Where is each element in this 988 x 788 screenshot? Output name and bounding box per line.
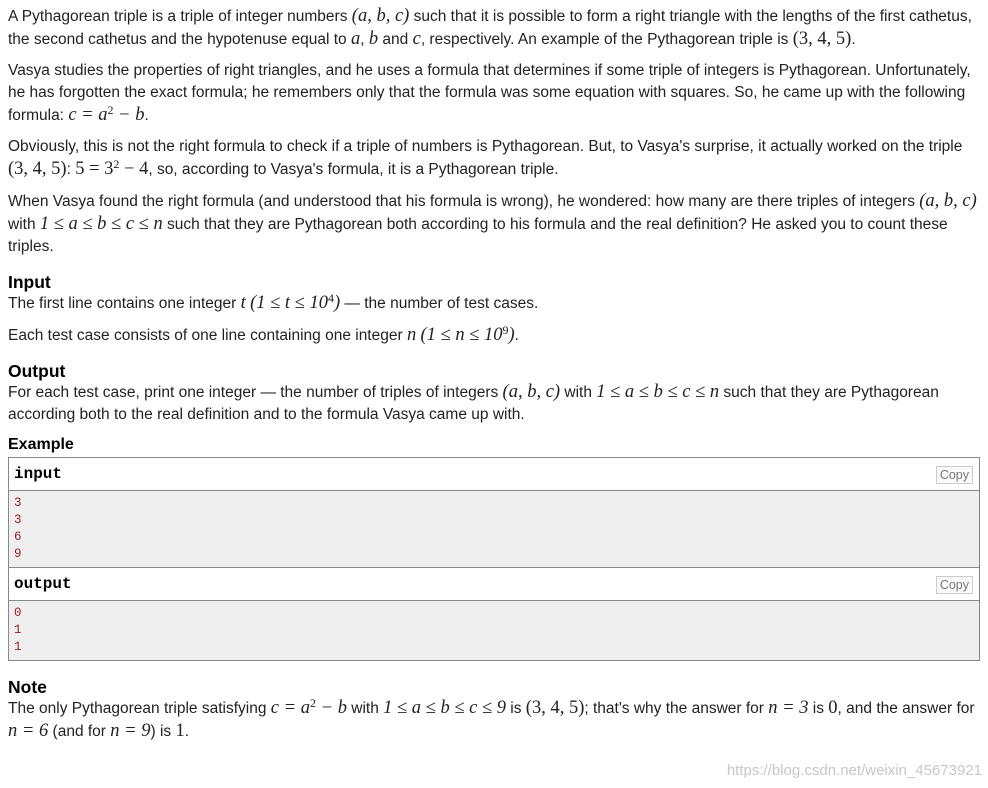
math: (3, 4, 5) — [792, 29, 852, 49]
math: (3, 4, 5) — [8, 159, 67, 179]
math: n — [406, 325, 417, 345]
math: 5 = 3 — [75, 159, 114, 179]
math: (a, b, c) — [351, 6, 410, 26]
input-line: 3 — [14, 496, 22, 510]
output-paragraph: For each test case, print one integer — the number of triples of integers (a, b, c) with 1 ≤ a ≤ b ≤ c ≤ n such that they are Pythagorean according both to the real definition and to the formula Vasya came up with. — [8, 382, 939, 423]
statement-paragraph-4: When Vasya found the right formula (and understood that his formula is wrong), he wondered: how many are there triples of integers (a, b, c) with 1 ≤ a ≤ b ≤ c ≤ n such that they are Pythagorean both according to his formula and the real definition? He asked you to count these triples. — [8, 191, 977, 255]
math: − b — [113, 105, 145, 125]
math: (3, 4, 5) — [525, 698, 585, 718]
note-heading: Note — [8, 677, 47, 697]
input-paragraph-1: The first line contains one integer t $(1 \le t \le 10^4)$ — the number of test cases. — [8, 290, 539, 313]
example-output-content — [9, 601, 979, 660]
math: − 4 — [119, 159, 149, 179]
math: ) — [508, 325, 515, 345]
math: 1 — [175, 721, 185, 741]
note-paragraph: The only Pythagorean triple satisfying $c = a^2 - b$ with 1 ≤ a ≤ b ≤ c ≤ 9 is (3, 4, 5); that's why the answer for n = 3 is 0, and the answer for n = 6 (and for n = 9) is 1. — [8, 695, 975, 741]
math: b — [368, 29, 379, 49]
math: a — [350, 29, 361, 49]
output-line: 1 — [14, 623, 22, 637]
output-line: 1 — [14, 640, 22, 654]
math: n = 3 — [768, 698, 809, 718]
math: ) — [333, 293, 341, 313]
statement-paragraph-2: Vasya studies the properties of right triangles, and he uses a formula that determines if some triple of integers is Pythagorean. Unfortunately, he has forgotten the exact formula; he remembers only that the formula was some equation with squares. So, he came up with the following formula: $c = a^2 - b$. — [8, 62, 971, 125]
input-paragraph-2: Each test case consists of one line containing one integer n $(1 \le n \le 10^9)$. — [8, 322, 519, 345]
output-line: 0 — [14, 606, 22, 620]
math: − b — [315, 698, 347, 718]
statement-paragraph-3: Obviously, this is not the right formula to check if a triple of numbers is Pythagorean. But, to Vasya's surprise, it actually worked on the triple (3, 4, 5): $5 = 3^2 - 4$, so, according to Vasya's formula, it is a Pythagorean triple. — [8, 138, 963, 179]
math: (a, b, c) — [919, 191, 977, 211]
math: n = 9 — [110, 721, 151, 741]
watermark: https://blog.csdn.net/weixin_45673921 — [726, 762, 982, 779]
math: (1 ≤ t ≤ 10 — [250, 293, 328, 313]
math: c = a — [68, 105, 108, 125]
math: n = 6 — [8, 721, 49, 741]
example-output-header — [9, 568, 979, 601]
math: (a, b, c) — [502, 382, 561, 402]
math: 1 ≤ a ≤ b ≤ c ≤ n — [596, 382, 720, 402]
math: (1 ≤ n ≤ 10 — [420, 325, 503, 345]
math: c = a — [270, 698, 310, 718]
input-line: 3 — [14, 513, 22, 527]
problem-statement — [8, 5, 982, 752]
input-line: 9 — [14, 547, 22, 561]
input-heading: Input — [8, 272, 51, 292]
example-heading: Example — [8, 436, 74, 453]
example-input-title: input — [14, 465, 63, 483]
math: c — [412, 29, 421, 49]
example-output-title: output — [14, 575, 72, 593]
copy-output-button[interactable]: Copy — [936, 576, 973, 594]
math: t — [240, 293, 246, 313]
math: 1 ≤ a ≤ b ≤ c ≤ n — [39, 214, 163, 234]
example-output-box — [8, 568, 980, 661]
example-input-content — [9, 491, 979, 567]
math: 1 ≤ a ≤ b ≤ c ≤ 9 — [383, 698, 506, 718]
statement-paragraph-1: A Pythagorean triple is a triple of integer numbers (a, b, c) such that it is possible to form a right triangle with the lengths of the first cathetus, the second cathetus and the hypotenuse equal to a, b and c, respectively. An example of the Pythagorean triple is (3, 4, 5). — [8, 6, 972, 49]
example-input-box — [8, 457, 980, 568]
output-heading: Output — [8, 361, 66, 381]
copy-input-button[interactable]: Copy — [936, 466, 973, 484]
input-line: 6 — [14, 530, 22, 544]
example-input-header — [9, 458, 979, 491]
math: 0 — [828, 698, 838, 718]
